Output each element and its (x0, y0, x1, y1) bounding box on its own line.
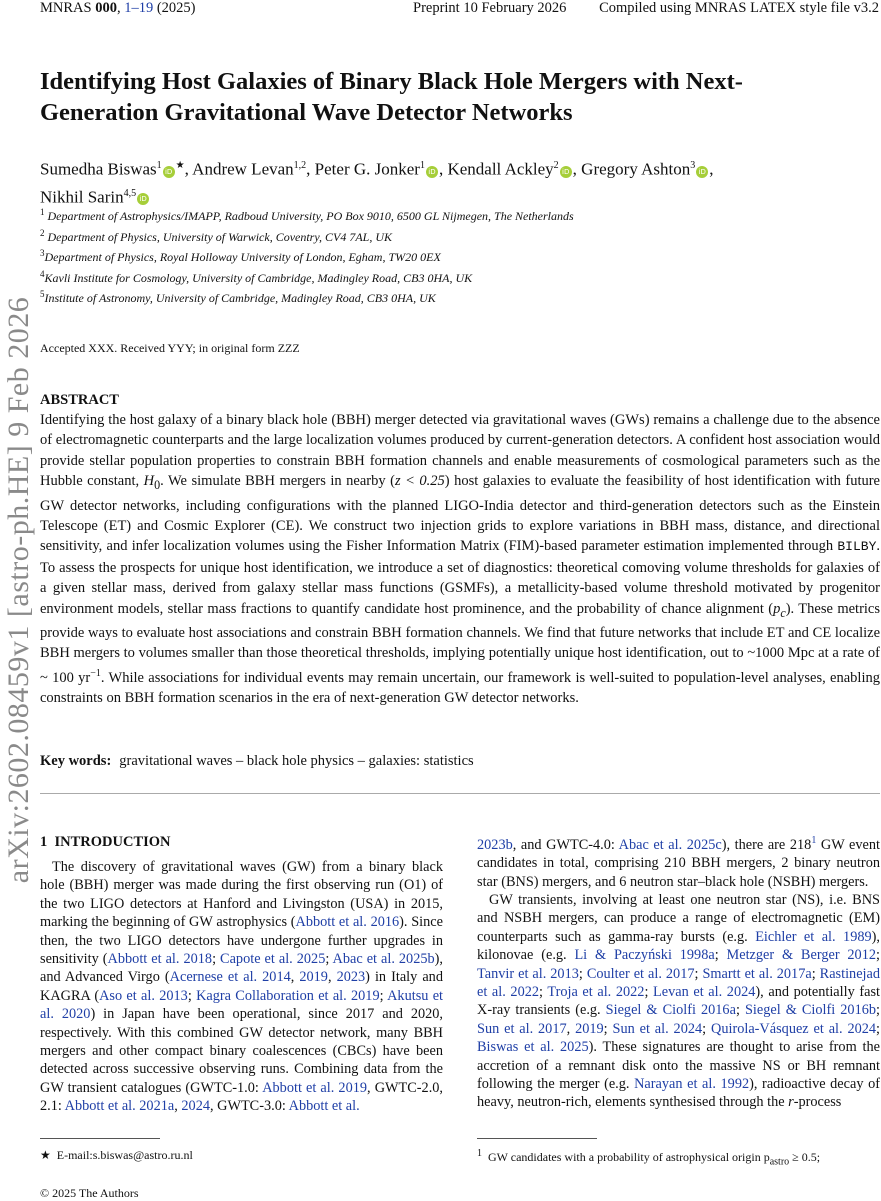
citation-link[interactable]: Siegel & Ciolfi 2016a (605, 1002, 736, 1019)
citation-link[interactable]: Abbott et al. (288, 1098, 360, 1115)
keywords: Key words: gravitational waves – black hole physics – galaxies: statistics (40, 753, 474, 769)
citation-link[interactable]: Narayan et al. 1992 (634, 1076, 750, 1093)
citation-link[interactable]: Abac et al. 2025c (618, 836, 722, 853)
citation-link[interactable]: Li & Paczyński 1998a (574, 947, 715, 964)
citation-link[interactable]: 2024 (181, 1098, 210, 1115)
affiliation: $^5$Institute of Astronomy, University of Cambridge, Madingley Road, CB3 0HA, UK (40, 289, 436, 305)
author-name: Nikhil Sarin (40, 187, 124, 207)
intro-paragraph-left: The discovery of gravitational waves (GW) from a binary black hole (BBH) merger was made during the first observing run (O1) of the two LIGO detectors at Hanford and Livingston (USA) in 2015, marking the beginning of GW astrophysics (Abbott et al. 2016). Since then, the two LIGO detectors have undergone further upgrades in sensitivity (Abbott et al. 2018; Capote et al. 2025; Abac et al. 2025b), and Advanced Virgo (Acernese et al. 2014, 2019, 2023) in Italy and KAGRA (Aso et al. 2013; Kagra Collaboration et al. 2019; Akutsu et al. 2020) in Japan have been operational, since 2017 and 2020, respectively. With this combined GW detector network, many BBH mergers and other compact binary coalescences (CBCs) have been detected across successive observing runs. Combining data from the GW transient catalogues (GWTC-1.0: Abbott et al. 2019, GWTC-2.0, 2.1: Abbott et al. 2021a, 2024, GWTC-3.0: Abbott et al. (40, 859, 444, 1115)
section-divider (40, 793, 880, 794)
citation-link[interactable]: Metzger & Berger 2012 (726, 947, 877, 964)
arxiv-identifier-stamp: arXiv:2602.08459v1 [astro-ph.HE] 9 Feb 2026 (2, 296, 36, 884)
orcid-icon[interactable]: iD (163, 166, 175, 178)
author-name: Gregory Ashton (581, 159, 691, 179)
citation-link[interactable]: Abbott et al. 2021a (64, 1098, 175, 1115)
abstract-body: Identifying the host galaxy of a binary black hole (BBH) merger detected via gravitational waves (GWs) remains a challenge due to the absence of electromagnetic counterparts and the large localization volumes produced by current-generation detectors. A confident host association would provide stellar population properties to constrain BBH formation channels and enable measurements of cosmological parameters such as the Hubble constant, $H_0$. We simulate BBH mergers in nearby (z < 0.25) host galaxies to evaluate the feasibility of host identification with future GW detector networks, including configurations with the planned LIGO-India detector and third-generation detectors such as the Einstein Telescope (ET) and Cosmic Explorer (CE). We construct two injection grids to explore variations in BBH mass, distance, and directional sensitivity, and infer localization volumes using the Fisher Information Matrix (FIM)-based parameter estimation implemented through BILBY. To assess the prospects for unique host identification, we introduce a set of diagnostics: theoretical comoving volume thresholds for galaxies of a given stellar mass, derived from galaxy stellar mass functions (GSMFs), a metallicity-based volume threshold motivated by progenitor environment models, stellar mass fractions to quantify candidate host prominence, and the probability of chance alignment $(p_c)$. These metrics provide ways to evaluate host associations and constrain BBH formation channels. We find that future networks that include ET and CE localize BBH mergers to volumes smaller than those theoretical thresholds, implying potentially unique host identification, out to ~1000 Mpc at a rate of ~ 100 $yr^{-1}$. While associations for individual events may remain uncertain, our framework is well-suited to population-level analyses, enabling constraints on BBH formation scenarios in the era of next-generation GW detector networks. (40, 412, 881, 706)
intro-paragraph-continued: 2023b, and GWTC-4.0: Abac et al. 2025c), there are $218^1$ GW event candidates in total, comprising 210 BBH mergers, 2 binary neutron star (BNS) mergers, and 6 neutron star–black hole (NSBH) mergers. (477, 835, 881, 890)
affiliation: $^1$ Department of Astrophysics/IMAPP, Radboud University, PO Box 9010, 6500 GL Nijmegen, The Netherlands (40, 207, 574, 223)
acceptance-note: Accepted XXX. Received YYY; in original form ZZZ (40, 341, 300, 355)
citation-link[interactable]: Abbott et al. 2016 (295, 914, 400, 931)
citation-link[interactable]: Capote et al. 2025 (220, 951, 326, 968)
citation-link[interactable]: Abbott et al. 2018 (107, 951, 213, 968)
author-name: Andrew Levan (192, 159, 294, 179)
citation-link[interactable]: Eichler et al. 1989 (755, 928, 872, 945)
intro-paragraph-counterparts: GW transients, involving at least one neutron star (NS), i.e. BNS and NSBH mergers, can produce a range of electromagnetic (EM) counterparts such as gamma-ray bursts (e.g. Eichler et al. 1989), kilonovae (e.g. Li & Paczyński 1998a; Metzger & Berger 2012; Tanvir et al. 2013; Coulter et al. 2017; Smartt et al. 2017a; Rastinejad et al. 2022; Troja et al. 2022; Levan et al. 2024), and potentially fast X-ray transients (e.g. Siegel & Ciolfi 2016a; Siegel & Ciolfi 2016b; Sun et al. 2017, 2019; Sun et al. 2024; Quirola-Vásquez et al. 2024; Biswas et al. 2025). These signatures are thought to arise from the accretion of a remnant disk onto the massive NS or BH remnant following the merger (e.g. Narayan et al. 1992), radioactive decay of heavy, neutron-rich, elements synthesised through the r-process (477, 891, 881, 1111)
affiliation: $^2$ Department of Physics, University of Warwick, Coventry, CV4 7AL, UK (40, 227, 393, 244)
footnote-rule (477, 1138, 597, 1139)
page-range-link[interactable]: 1–19 (124, 0, 154, 16)
paper-title: Identifying Host Galaxies of Binary Black Hole Mergers with Next-Generation Gravitational Wave Detector Networks (40, 68, 743, 126)
citation-link[interactable]: Troja et al. 2022 (547, 984, 645, 1001)
copyright-notice: © 2025 The Authors (40, 1186, 139, 1200)
footnote-email: ★ E-mail:s.biswas@astro.ru.nl (40, 1148, 193, 1162)
citation-link[interactable]: Quirola-Vásquez et al. 2024 (711, 1020, 877, 1037)
running-header-journal: MNRAS 000, 1–19 (2025) (40, 0, 196, 16)
author-name: Peter G. Jonker (314, 159, 420, 179)
running-header-style: Compiled using MNRAS LATEX style file v3.2 (599, 0, 879, 16)
citation-link[interactable]: Akutsu et al. 2020 (40, 987, 444, 1023)
orcid-icon[interactable]: iD (137, 193, 149, 205)
orcid-icon[interactable]: iD (560, 166, 572, 178)
author-list: Sumedha Biswas$^1$iD★, Andrew Levan$^{1,2}$, Peter G. Jonker$^1$iD , Kendall Ackley$^2$iD , Gregory Ashton$^3$iD , Nikhil Sarin$^{4,5}$iD (40, 159, 714, 207)
citation-link[interactable]: Biswas et al. 2025 (477, 1039, 589, 1056)
affiliation-list (40, 204, 860, 307)
citation-link[interactable]: Rastinejad et al. 2022 (477, 965, 881, 1001)
citation-link[interactable]: Tanvir et al. 2013 (477, 965, 579, 982)
citation-link[interactable]: 2019 (575, 1020, 604, 1037)
footnote-rule (40, 1138, 160, 1139)
citation-link[interactable]: Sun et al. 2024 (612, 1020, 703, 1037)
citation-link[interactable]: Kagra Collaboration et al. 2019 (196, 987, 380, 1004)
citation-link[interactable]: Smartt et al. 2017a (702, 965, 812, 982)
citation-link[interactable]: Abbott et al. 2019 (262, 1079, 368, 1096)
author-name: Sumedha Biswas (40, 159, 157, 179)
citation-link[interactable]: Coulter et al. 2017 (586, 965, 695, 982)
author-name: Kendall Ackley (447, 159, 554, 179)
citation-link[interactable]: 2023 (336, 969, 366, 986)
running-header-preprint-date: Preprint 10 February 2026 (413, 0, 567, 16)
footnote-gw-candidates: $^1$ GW candidates with a probability of astrophysical origin $p_{astro} \ge 0.5$; (477, 1148, 821, 1168)
citation-link[interactable]: Sun et al. 2017 (477, 1020, 567, 1037)
citation-link[interactable]: Acernese et al. 2014 (169, 969, 291, 986)
citation-link[interactable]: Siegel & Ciolfi 2016b (744, 1002, 877, 1019)
citation-link[interactable]: Abac et al. 2025b (332, 951, 435, 968)
citation-link[interactable]: 2019 (299, 969, 328, 986)
intro-column-right (477, 832, 880, 1112)
abstract-heading: ABSTRACT (40, 392, 119, 408)
section-heading-introduction: 1 INTRODUCTION (40, 834, 171, 850)
citation-link[interactable]: 2023b (477, 836, 513, 853)
citation-link[interactable]: Aso et al. 2013 (99, 987, 188, 1004)
affiliation: $^3$Department of Physics, Royal Holloway University of London, Egham, TW20 0EX (40, 248, 441, 264)
citation-link[interactable]: Levan et al. 2024 (653, 984, 756, 1001)
footnote-link[interactable]: 1 (811, 835, 817, 846)
orcid-icon[interactable]: iD (696, 166, 708, 178)
affiliation: $^4$Kavli Institute for Cosmology, University of Cambridge, Madingley Road, CB3 0HA, UK (40, 268, 473, 285)
orcid-icon[interactable]: iD (426, 166, 438, 178)
